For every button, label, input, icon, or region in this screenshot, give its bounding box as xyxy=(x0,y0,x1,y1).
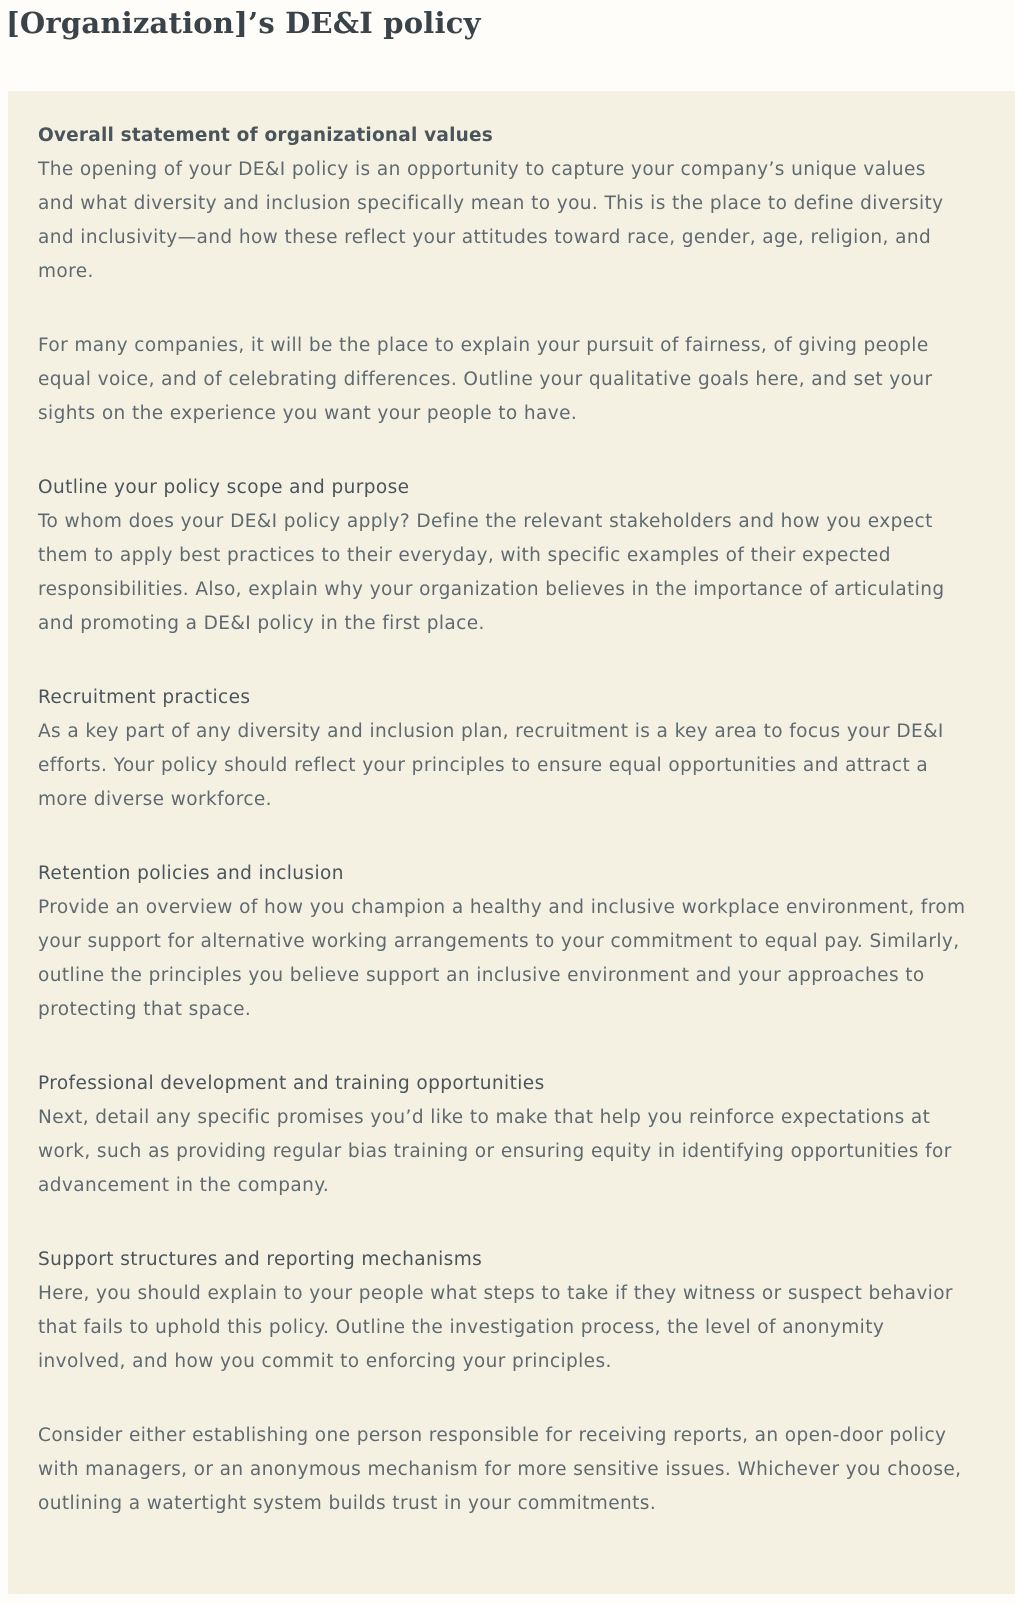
policy-section xyxy=(38,119,967,431)
section-paragraph: Provide an overview of how you champion a healthy and inclusive workplace environment, from your support for alternative working arrangements to your commitment to equal pay. Similarly, outline the principles you believe support an inclusive environment and your approaches to protecting that space. xyxy=(38,897,966,1020)
policy-section xyxy=(38,1067,967,1203)
section-paragraph: As a key part of any diversity and inclusion plan, recruitment is a key area to focus your DE&I efforts. Your policy should reflect your principles to ensure equal opportunities and attract a more diverse workforce. xyxy=(38,721,944,810)
page-title: [Organization]’s DE&I policy xyxy=(6,6,481,40)
section-paragraph: For many companies, it will be the place to explain your pursuit of fairness, of giving people equal voice, and of celebrating differences. Outline your qualitative goals here, and set your sights on the experience you want your people to have. xyxy=(38,335,933,424)
section-paragraph: Consider either establishing one person responsible for receiving reports, an open-door policy with managers, or an anonymous mechanism for more sensitive issues. Whichever you choose, outlining a watertight system builds trust in your commitments. xyxy=(38,1425,962,1514)
policy-document-panel xyxy=(8,91,1015,1594)
section-heading: Recruitment practices xyxy=(38,687,251,708)
section-paragraph: Next, detail any specific promises you’d like to make that help you reinforce expectations at work, such as providing regular bias training or ensuring equity in identifying opportunities for advancement in the company. xyxy=(38,1107,952,1196)
policy-section xyxy=(38,681,967,817)
section-heading: Overall statement of organizational values xyxy=(38,125,493,146)
section-heading: Professional development and training opportunities xyxy=(38,1073,545,1094)
section-heading: Retention policies and inclusion xyxy=(38,863,344,884)
policy-section xyxy=(38,857,967,1027)
section-heading: Support structures and reporting mechanisms xyxy=(38,1249,483,1270)
section-paragraph: Here, you should explain to your people what steps to take if they witness or suspect behavior that fails to uphold this policy. Outline the investigation process, the level of anonymity involved, and how you commit to enforcing your principles. xyxy=(38,1283,953,1372)
section-paragraph: The opening of your DE&I policy is an opportunity to capture your company’s unique values and what diversity and inclusion specifically mean to you. This is the place to define diversity and inclusivity—and how these reflect your attitudes toward race, gender, age, religion, and more. xyxy=(38,159,944,282)
policy-section xyxy=(38,1243,967,1521)
section-paragraph: To whom does your DE&I policy apply? Define the relevant stakeholders and how you expect them to apply best practices to their everyday, with specific examples of their expected responsibilities. Also, explain why your organization believes in the importance of articulating and promoting a DE&I policy in the first place. xyxy=(38,511,945,634)
section-heading: Outline your policy scope and purpose xyxy=(38,477,410,498)
policy-section xyxy=(38,471,967,641)
